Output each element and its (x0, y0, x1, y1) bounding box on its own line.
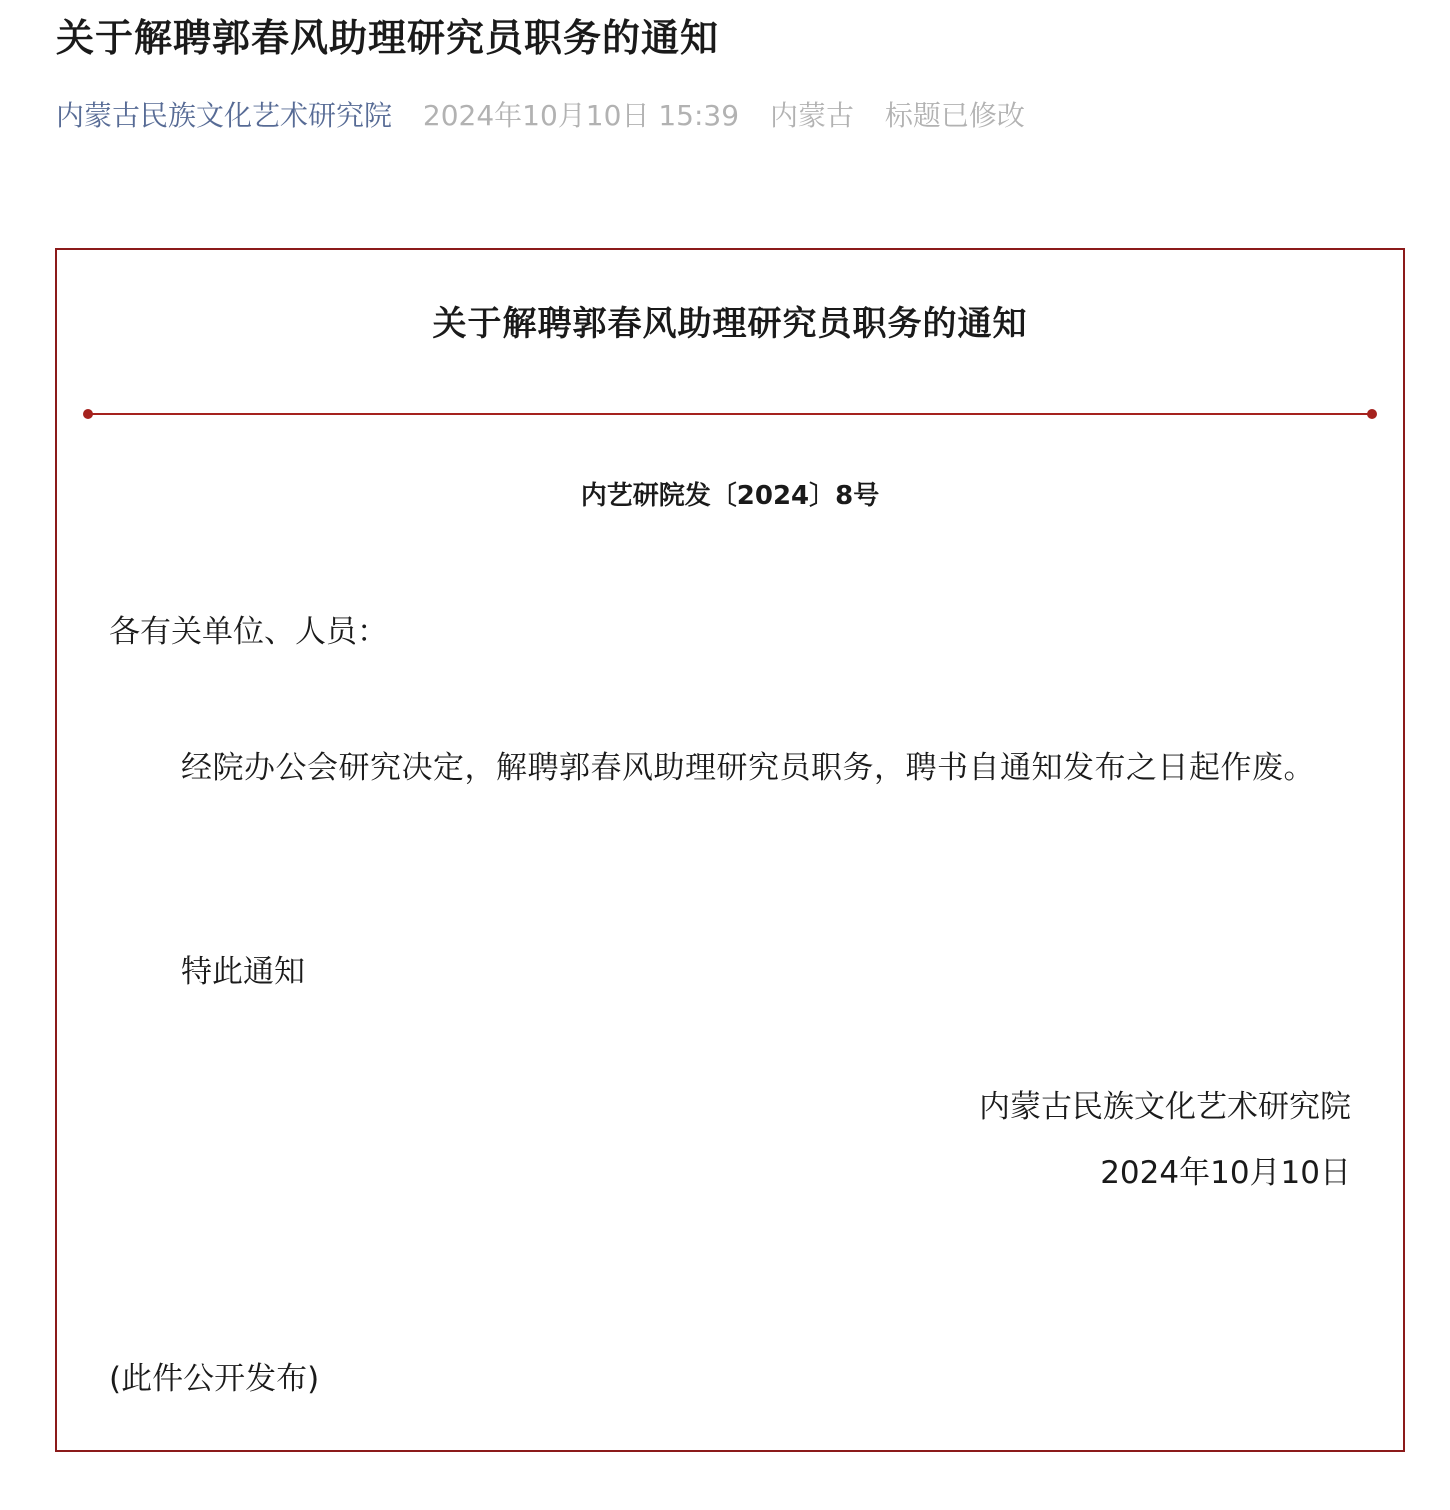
signature-organization: 内蒙古民族文化艺术研究院 (979, 1089, 1351, 1125)
rule-right-dot (1367, 409, 1377, 419)
account-name-link[interactable]: 内蒙古民族文化艺术研究院 (56, 99, 393, 132)
title-edited-note: 标题已修改 (884, 99, 1025, 132)
closing-line: 特此通知 (181, 954, 305, 990)
red-header-rule (87, 413, 1373, 415)
rule-left-dot (83, 409, 93, 419)
publish-location: 内蒙古 (769, 99, 854, 132)
article-title: 关于解聘郭春风助理研究员职务的通知 (56, 16, 720, 60)
document-number: 内艺研院发〔2024〕8号 (580, 481, 880, 511)
document-title: 关于解聘郭春风助理研究员职务的通知 (432, 304, 1028, 344)
article-meta (56, 96, 1047, 136)
salutation: 各有关单位、人员： (109, 614, 388, 650)
document-frame (55, 248, 1405, 1452)
signature-date: 2024年10月10日 (1100, 1155, 1351, 1191)
publish-time: 2024年10月10日 15:39 (422, 99, 740, 132)
public-release-note: (此件公开发布) (109, 1361, 320, 1397)
body-paragraph: 经院办公会研究决定，解聘郭春风助理研究员职务，聘书自通知发布之日起作废。 (181, 750, 1315, 786)
